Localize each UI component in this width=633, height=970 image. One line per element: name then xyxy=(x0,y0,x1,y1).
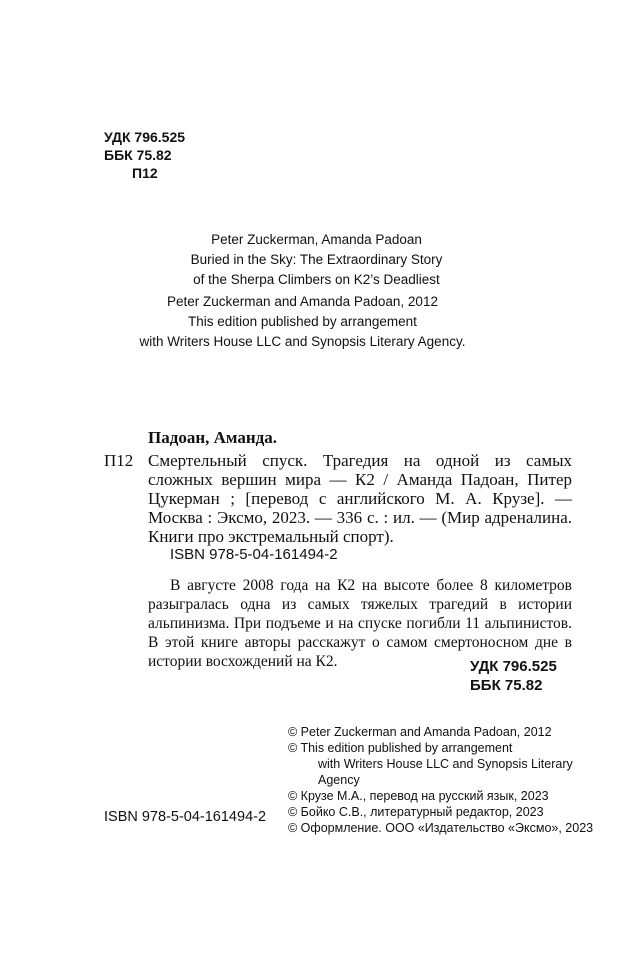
original-agency-line: with Writers House LLC and Synopsis Literary Agency. xyxy=(139,334,466,349)
classification-codes xyxy=(104,128,185,182)
catalog-udk: УДК 796.525 xyxy=(470,658,557,675)
copyright-line-7: © Оформление. ООО «Издательство «Эксмо», 2023 xyxy=(288,821,594,835)
original-authors: Peter Zuckerman, Amanda Padoan xyxy=(211,232,422,247)
copyright-line-2: © This edition published by arrangement xyxy=(288,741,513,755)
bbk-code: ББК 75.82 xyxy=(104,147,172,163)
copyright-line-1: © Peter Zuckerman and Amanda Padoan, 2012 xyxy=(288,725,552,739)
catalog-annotation: В августе 2008 года на К2 на высоте более 8 километров разыгралась одна из самых тяжелых трагедий в истории альпинизма. При подъеме и на спуске погибли 11 альпинистов. В этой книге авторы расскажут о самом смертоносном дне в истории восхождений на К2. xyxy=(148,577,572,670)
original-title-block xyxy=(150,230,483,290)
catalog-author: Падоан, Аманда. xyxy=(148,428,278,447)
original-title-line-2: of the Sherpa Climbers on K2’s Deadliest xyxy=(193,272,440,287)
copyright-line-3: with Writers House LLC and Synopsis Literary xyxy=(318,757,573,771)
bottom-isbn: ISBN 978-5-04-161494-2 xyxy=(104,809,267,825)
copyright-line-6: © Бойко С.В., литературный редактор, 2023 xyxy=(288,805,544,819)
copyright-line-5: © Крузе М.А., перевод на русский язык, 2023 xyxy=(288,789,549,803)
author-mark-code: П12 xyxy=(132,165,158,181)
original-rights-block xyxy=(104,292,501,352)
catalog-isbn: ISBN 978-5-04-161494-2 xyxy=(170,546,338,563)
copyright-block xyxy=(288,724,594,836)
original-title-line-1: Buried in the Sky: The Extraordinary Story xyxy=(190,252,443,267)
udk-code: УДК 796.525 xyxy=(104,129,186,145)
catalog-author-mark: П12 xyxy=(104,451,134,470)
catalog-bbk: ББК 75.82 xyxy=(470,677,543,694)
original-edition-line: This edition published by arrangement xyxy=(188,314,417,329)
copyright-line-4: Agency xyxy=(318,773,360,787)
catalog-codes-right xyxy=(470,657,557,695)
original-copyright-line: Peter Zuckerman and Amanda Padoan, 2012 xyxy=(167,294,438,309)
catalog-description: Смертельный спуск. Трагедия на одной из самых сложных вершин мира — К2 / Аманда Падоан, Питер Цукерман ; [перевод с английского М. А. Крузе]. — Москва : Эксмо, 2023. — 336 с. : ил. — (Мир адреналина. Книги про экстремальный спорт). xyxy=(148,451,572,546)
